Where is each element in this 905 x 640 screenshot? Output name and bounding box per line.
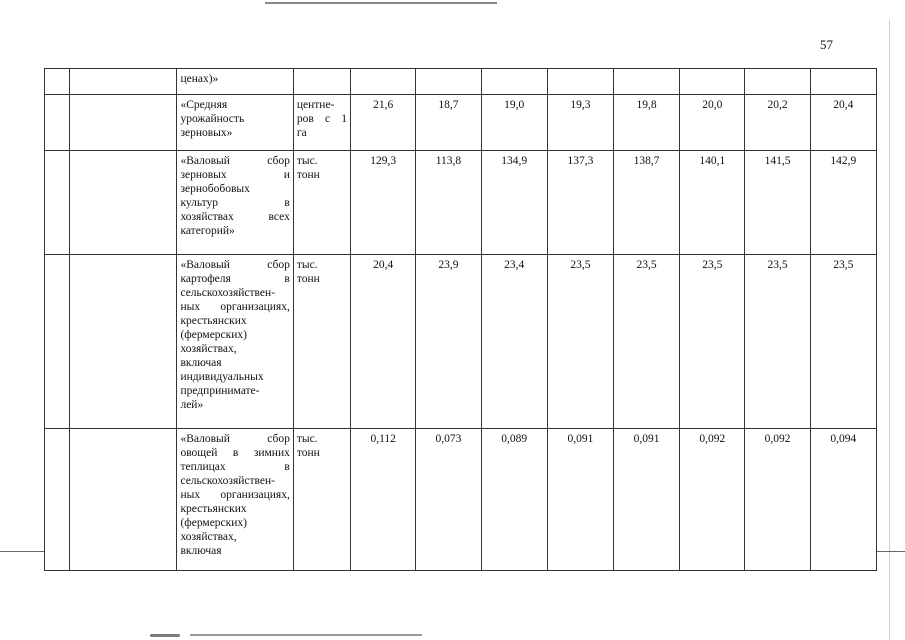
value-cell [810,69,876,95]
indicator-name-line: зерновых» [180,127,233,139]
indicator-name-cell [177,255,293,429]
table-row [45,151,877,255]
unit-line: тонн [296,447,320,459]
table-row [45,429,877,571]
value-cell: 23,5 [810,255,876,429]
unit-line: га [296,127,307,139]
value-cell: 0,092 [680,429,745,571]
indicator-name-line: ных организациях, [180,301,290,313]
unit-line: тыс. [296,433,318,445]
value-cell [614,69,680,95]
value-cell: 23,9 [416,255,481,429]
scan-edge-line [889,20,890,640]
indicator-name-line: урожайность [180,113,245,125]
unit-cell [293,69,350,95]
scan-artifact-mark [150,634,180,637]
indicator-name-line: ценах)» [180,73,219,85]
value-cell: 19,0 [481,95,547,151]
unit-line: тыс. [296,259,318,271]
indicator-name-line: хозяйствах, [180,531,237,543]
indicator-name-line: «Валовый сбор [180,259,290,271]
unit-line: тыс. [296,155,318,167]
indicator-name-line: хозяйствах всех [180,211,290,223]
section-cell [70,95,177,151]
unit-cell [293,429,350,571]
indicator-name-line: «Валовый сбор [180,155,290,167]
value-cell: 0,094 [810,429,876,571]
indicator-name-line: индивидуальных [180,371,264,383]
indicator-name-line: крестьянских [180,315,247,327]
value-cell: 141,5 [745,151,810,255]
value-cell: 23,5 [680,255,745,429]
value-cell: 0,073 [416,429,481,571]
table-row [45,95,877,151]
indicator-name-line: включая [180,357,222,369]
indicator-name-cell [177,69,293,95]
value-cell: 20,4 [351,255,416,429]
indicator-name-line: культур в [180,197,290,209]
section-cell [70,429,177,571]
unit-line: центне- [296,99,335,111]
value-cell: 0,092 [745,429,810,571]
unit-cell [293,255,350,429]
indicator-name-line: хозяйствах, [180,343,237,355]
value-cell: 0,089 [481,429,547,571]
indicator-name-line: «Валовый сбор [180,433,290,445]
indicator-name-line: зерновых и [180,169,290,181]
value-cell: 0,112 [351,429,416,571]
value-cell: 23,5 [547,255,613,429]
value-cell: 20,2 [745,95,810,151]
unit-cell [293,95,350,151]
value-cell [351,69,416,95]
indicator-name-line: предпринимате- [180,385,260,397]
indicator-name-line: теплицах в [180,461,290,473]
value-cell: 138,7 [614,151,680,255]
value-cell: 0,091 [614,429,680,571]
value-cell: 19,3 [547,95,613,151]
indicator-name-line: категорий» [180,225,235,237]
scan-artifact-line [190,634,422,636]
value-cell: 129,3 [351,151,416,255]
value-cell: 23,4 [481,255,547,429]
indicator-name-line: ных организациях, [180,489,290,501]
indicator-name-line: (фермерских) [180,329,247,341]
value-cell: 113,8 [416,151,481,255]
value-cell [745,69,810,95]
index-cell [45,429,70,571]
value-cell: 18,7 [416,95,481,151]
index-cell [45,95,70,151]
section-cell [70,69,177,95]
scan-artifact-rule [877,551,905,552]
indicator-name-line: лей» [180,399,204,411]
value-cell: 140,1 [680,151,745,255]
index-cell [45,69,70,95]
value-cell [680,69,745,95]
indicator-name-line: включая [180,545,222,557]
value-cell: 20,0 [680,95,745,151]
value-cell: 137,3 [547,151,613,255]
indicator-name-cell [177,151,293,255]
value-cell: 0,091 [547,429,613,571]
unit-line: тонн [296,273,320,285]
value-cell [416,69,481,95]
indicator-name-line: «Средняя [180,99,228,111]
index-cell [45,151,70,255]
indicator-name-line: овощей в зимних [180,447,290,459]
value-cell [481,69,547,95]
value-cell: 19,8 [614,95,680,151]
indicator-name-cell [177,95,293,151]
section-cell [70,255,177,429]
indicator-name-line: сельскохозяйствен- [180,475,275,487]
index-cell [45,255,70,429]
unit-line: ров с 1 [296,113,348,125]
indicator-name-line: картофеля в [180,273,290,285]
indicator-name-line: зернобобовых [180,183,250,195]
indicator-name-line: крестьянских [180,503,247,515]
table-row [45,255,877,429]
indicator-name-line: сельскохозяйствен- [180,287,275,299]
section-cell [70,151,177,255]
value-cell: 21,6 [351,95,416,151]
indicator-table [44,68,877,571]
value-cell: 23,5 [745,255,810,429]
value-cell [547,69,613,95]
value-cell: 134,9 [481,151,547,255]
value-cell: 23,5 [614,255,680,429]
scan-artifact-line [265,2,497,4]
value-cell: 20,4 [810,95,876,151]
indicator-name-line: (фермерских) [180,517,247,529]
page-number: 57 [820,37,833,52]
unit-cell [293,151,350,255]
unit-line: тонн [296,169,320,181]
indicator-name-cell [177,429,293,571]
value-cell: 142,9 [810,151,876,255]
table-row [45,69,877,95]
scan-artifact-rule [0,551,44,552]
